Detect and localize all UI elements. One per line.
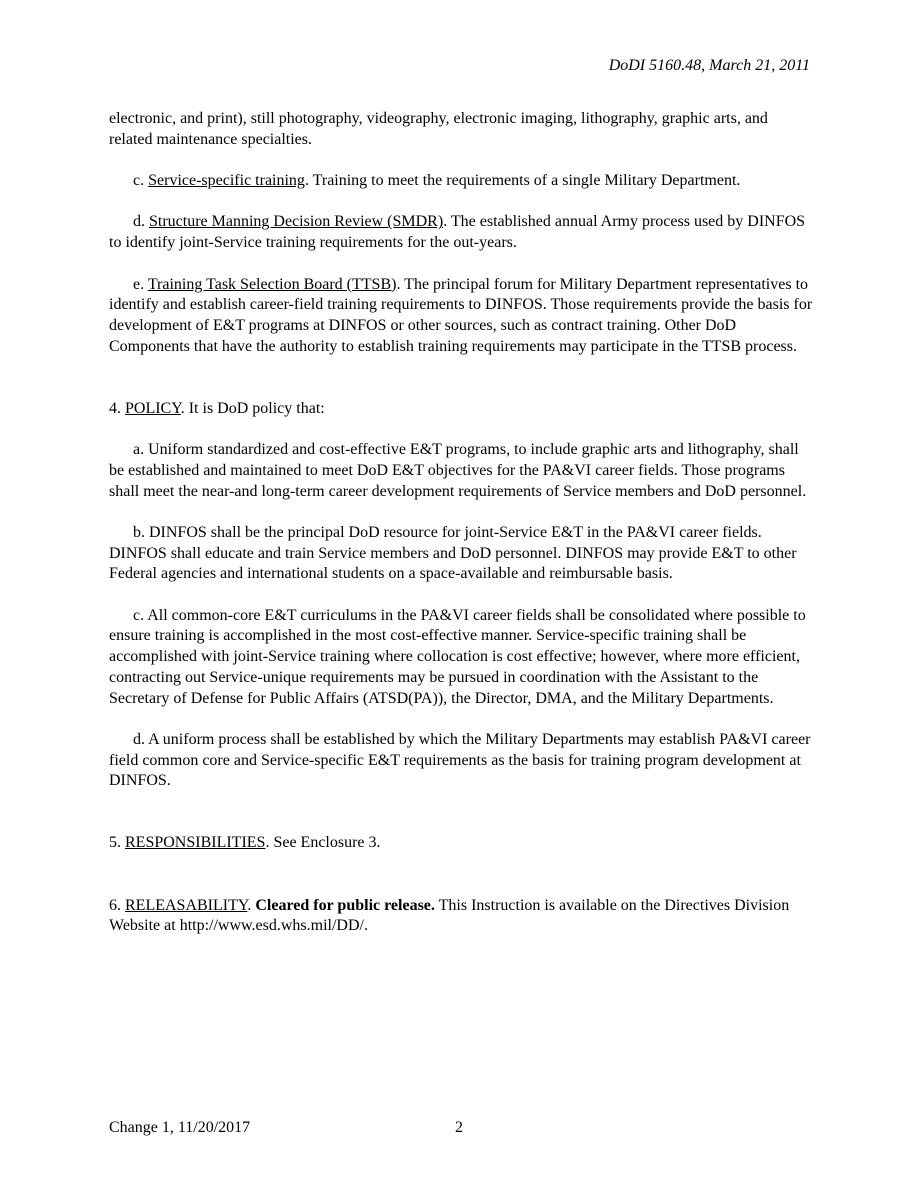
release-statement: Cleared for public release. [255,896,435,914]
item-prefix: a. [133,441,149,459]
policy-item-c [109,606,814,710]
section-policy-heading [109,399,814,420]
section-releasability [109,896,814,937]
definition-term: Structure Manning Decision Review (SMDR) [149,213,444,231]
item-text: All common-core E&T curriculums in the PA&VI career fields shall be consolidated where possible to ensure training is accomplished in the most cost-effective manner. Service-specific training shall be accomplished with joint-Service training where collocation is cost effective; however, where more efficient, contracting out Service-unique requirements may be pursued in coordination with the Assistant to the Secretary of Defense for Public Affairs (ATSD(PA)), the Director, DMA, and the Military Departments. [109,606,806,707]
definition-text: . Training to meet the requirements of a single Military Department. [304,172,741,190]
section-text: . See Enclosure 3. [265,834,381,852]
definition-term: Service-specific training [148,172,305,190]
footer-change-note: Change 1, 11/20/2017 [109,1119,251,1136]
definition-term: Training Task Selection Board (TTSB) [147,275,397,293]
section-responsibilities [109,833,814,854]
item-prefix: d. [133,213,149,231]
policy-item-d [109,730,814,792]
section-number: 6. [109,896,125,914]
section-intro: . It is DoD policy that: [180,399,325,417]
document-header: DoDI 5160.48, March 21, 2011 [608,57,810,74]
policy-item-a [109,440,814,502]
section-title: RESPONSIBILITIES [125,834,266,852]
item-text: A uniform process shall be established by which the Military Departments may establish PA&VI career field common core and Service-specific E&T requirements as the basis for training program development at DINFOS. [109,730,811,790]
section-number: 4. [109,399,125,417]
section-number: 5. [109,834,125,852]
definition-text: . The established annual Army process used by DINFOS to identify joint-Service training requirements for the out-years. [109,213,806,252]
section-text: This Instruction is available on the Directives Division Website at http://www.esd.whs.mil/DD/. [109,896,790,935]
item-prefix: e. [133,275,148,293]
section-separator: . [247,896,256,914]
definition-service-specific-training [109,171,814,192]
item-text: DINFOS shall be the principal DoD resource for joint-Service E&T in the PA&VI career fields. DINFOS shall educate and train Service members and DoD personnel. DINFOS may provide E&T to other Federal agencies and international students on a space-available and reimbursable basis. [109,523,797,583]
definition-ttsb [109,275,814,358]
section-title: POLICY [125,399,181,417]
footer-page-number: 2 [455,1119,463,1136]
item-prefix: c. [133,172,149,190]
continuation-paragraph: electronic, and print), still photography, videography, electronic imaging, lithography, graphic arts, and related maintenance specialties. [109,110,768,148]
definition-text: . The principal forum for Military Department representatives to identify and establish career-field training requirements to DINFOS. Those requirements provide the basis for development of E&T programs at DINFOS or other sources, such as contract training. Other DoD Components that have the authority to establish training requirements may participate in the TTSB process. [109,275,813,355]
document-body [109,109,814,937]
section-title: RELEASABILITY [125,896,248,914]
item-prefix: c. [133,606,148,624]
item-prefix: b. [133,523,149,541]
policy-item-b [109,523,814,585]
definition-smdr [109,212,814,253]
item-prefix: d. [133,730,149,748]
item-text: Uniform standardized and cost-effective E&T programs, to include graphic arts and lithography, shall be established and maintained to meet DoD E&T objectives for the PA&VI career fields. Those programs shall meet the near-and long-term career development requirements of Service members and DoD personnel. [109,441,807,500]
